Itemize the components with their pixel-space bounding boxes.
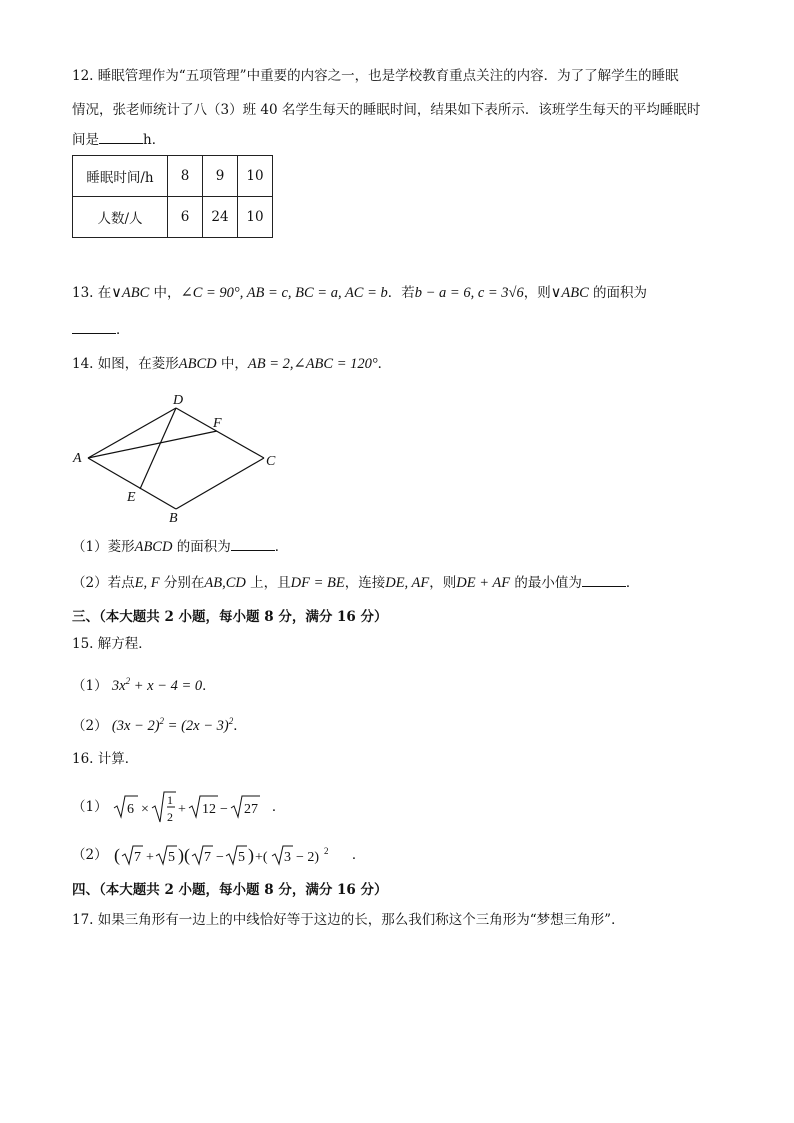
- q15-part2: [72, 712, 247, 735]
- svg-text:5: 5: [237, 850, 245, 865]
- q15-end: ．: [233, 717, 247, 734]
- q13-line2: [72, 321, 130, 339]
- equation-2: $(3x - 2)^2 = (2x - 3)^2$: [111, 716, 234, 734]
- svg-text:5: 5: [167, 850, 175, 865]
- table-cell: 8: [168, 156, 203, 197]
- q14-text: 上，且: [245, 575, 291, 591]
- svg-text:(: (: [113, 845, 120, 865]
- expression-1: [112, 790, 272, 824]
- q12-line1: 12. 睡眠管理作为“五项管理”中重要的内容之一，也是学校教育重点关注的内容．为了了解学生的睡眠: [72, 68, 679, 84]
- label-a: A: [73, 451, 82, 466]
- q14-text: ．: [274, 539, 289, 555]
- section-3-heading: 三、（本大题共 2 小题，每小题 8 分，满分 16 分）: [72, 609, 388, 625]
- answer-blank[interactable]: [99, 131, 143, 144]
- q14-condition: AB = 2,∠ABC = 120°: [247, 356, 378, 372]
- q15-part1: [72, 672, 216, 695]
- q14-text: 的最小值为: [510, 575, 582, 591]
- label-e: E: [127, 490, 136, 505]
- svg-text:− 2): − 2): [295, 850, 319, 865]
- answer-blank[interactable]: [231, 538, 275, 551]
- q14-condition: DF = BE: [290, 575, 345, 591]
- q16-part2: [72, 843, 365, 867]
- q16-end: ．: [351, 847, 366, 863]
- q17-text: 17. 如果三角形有一边上的中线恰好等于这边的长，那么我们称这个三角形为“梦想三角形”．: [72, 912, 625, 928]
- q14-text: ，连接: [344, 575, 386, 591]
- table-cell: 6: [168, 197, 203, 238]
- q12-line2: 情况，张老师统计了八（3）班 40 名学生每天的睡眠时间，结果如下表所示．该班学生每天的平均睡眠时: [72, 102, 701, 118]
- q14-text: （2）若点: [72, 575, 135, 591]
- table-cell: 人数/人: [73, 197, 168, 238]
- q13-text: 中，: [149, 285, 181, 301]
- q12-line3-post: h．: [143, 132, 166, 148]
- rhombus-figure: [60, 388, 300, 528]
- q14-expression: DE + AF: [456, 575, 511, 591]
- table-cell: 9: [203, 156, 238, 197]
- q14-text: 的面积为: [172, 539, 231, 555]
- q14-sub1: [72, 538, 288, 556]
- q14-segments: DE, AF: [385, 575, 430, 591]
- svg-text:2: 2: [166, 810, 173, 824]
- svg-text:): ): [247, 845, 254, 865]
- label-d: D: [173, 393, 184, 408]
- part-label: （2）: [72, 717, 108, 734]
- q13-triangle: ∨ABC: [111, 285, 150, 301]
- q16-title: 16. 计算．: [72, 751, 139, 767]
- svg-text:2: 2: [323, 846, 329, 856]
- q13-end: ．: [116, 322, 130, 338]
- answer-blank[interactable]: [582, 574, 626, 587]
- q16-end: ．: [271, 799, 286, 815]
- svg-text:27: 27: [243, 802, 258, 817]
- segment-af: [88, 431, 217, 458]
- label-f: F: [213, 416, 222, 431]
- svg-text:+: +: [177, 802, 186, 817]
- q13-condition: ∠C = 90°, AB = c, BC = a, AC = b: [180, 285, 388, 301]
- q12-line3-pre: 间是: [72, 132, 99, 148]
- part-label: （1）: [72, 799, 108, 815]
- q14-text: ．: [625, 575, 640, 591]
- q14-text: 14. 如图，在菱形: [72, 356, 179, 372]
- q14-shape: ABCD: [178, 356, 217, 372]
- svg-text:1: 1: [166, 793, 173, 807]
- table-cell: 10: [238, 156, 273, 197]
- q14-text: （1）菱形: [72, 539, 135, 555]
- svg-text:+: +: [145, 850, 154, 865]
- q14-text: ．: [377, 356, 392, 372]
- q13-triangle: ∨ABC: [550, 285, 589, 301]
- svg-text:+(: +(: [254, 850, 268, 865]
- q13-text: 的面积为: [588, 285, 648, 301]
- part-label: （2）: [72, 847, 108, 863]
- q13-condition2: b − a = 6, c = 3√6: [414, 285, 524, 301]
- equation-1: $3x^2 + x - 4 = 0$: [111, 676, 203, 694]
- svg-text:7: 7: [203, 850, 211, 865]
- side-cb: [176, 458, 264, 509]
- q14-text: 中，: [216, 356, 248, 372]
- q14-sub2: [72, 574, 639, 592]
- q15-title: 15. 解方程．: [72, 636, 152, 652]
- part-label: （1）: [72, 677, 108, 694]
- q14-shape: ABCD: [134, 539, 173, 555]
- q13-line1: [72, 284, 647, 302]
- answer-blank[interactable]: [72, 321, 116, 334]
- label-c: C: [266, 454, 276, 469]
- q14-sides: AB,CD: [204, 575, 246, 591]
- section-4-heading: 四、（本大题共 2 小题，每小题 8 分，满分 16 分）: [72, 882, 388, 898]
- svg-text:3: 3: [283, 850, 291, 865]
- q15-end: ．: [202, 677, 216, 694]
- table-cell: 10: [238, 197, 273, 238]
- q13-text: ．若: [387, 285, 415, 301]
- q14-text: ，则: [429, 575, 457, 591]
- table-row: [73, 156, 273, 197]
- label-b: B: [169, 511, 178, 526]
- svg-text:−: −: [215, 850, 224, 865]
- expression-2: [112, 843, 352, 867]
- svg-text:7: 7: [133, 850, 141, 865]
- q14-text: 分别在: [159, 575, 205, 591]
- q14-points: E, F: [134, 575, 160, 591]
- q13-text: ，则: [523, 285, 551, 301]
- table-row: [73, 197, 273, 238]
- side-ad: [88, 408, 176, 458]
- q14-line1: [72, 355, 391, 373]
- segment-de: [140, 408, 176, 489]
- q13-text: 13. 在: [72, 285, 112, 301]
- svg-text:−: −: [219, 802, 228, 817]
- q16-part1: [72, 790, 285, 824]
- svg-text:×: ×: [140, 802, 149, 817]
- table-cell: 睡眠时间/h: [73, 156, 168, 197]
- svg-text:12: 12: [201, 802, 216, 817]
- svg-text:)(: )(: [177, 845, 190, 865]
- svg-text:6: 6: [126, 802, 134, 817]
- sleep-table: [72, 155, 273, 238]
- q12-line3: [72, 131, 165, 149]
- table-cell: 24: [203, 197, 238, 238]
